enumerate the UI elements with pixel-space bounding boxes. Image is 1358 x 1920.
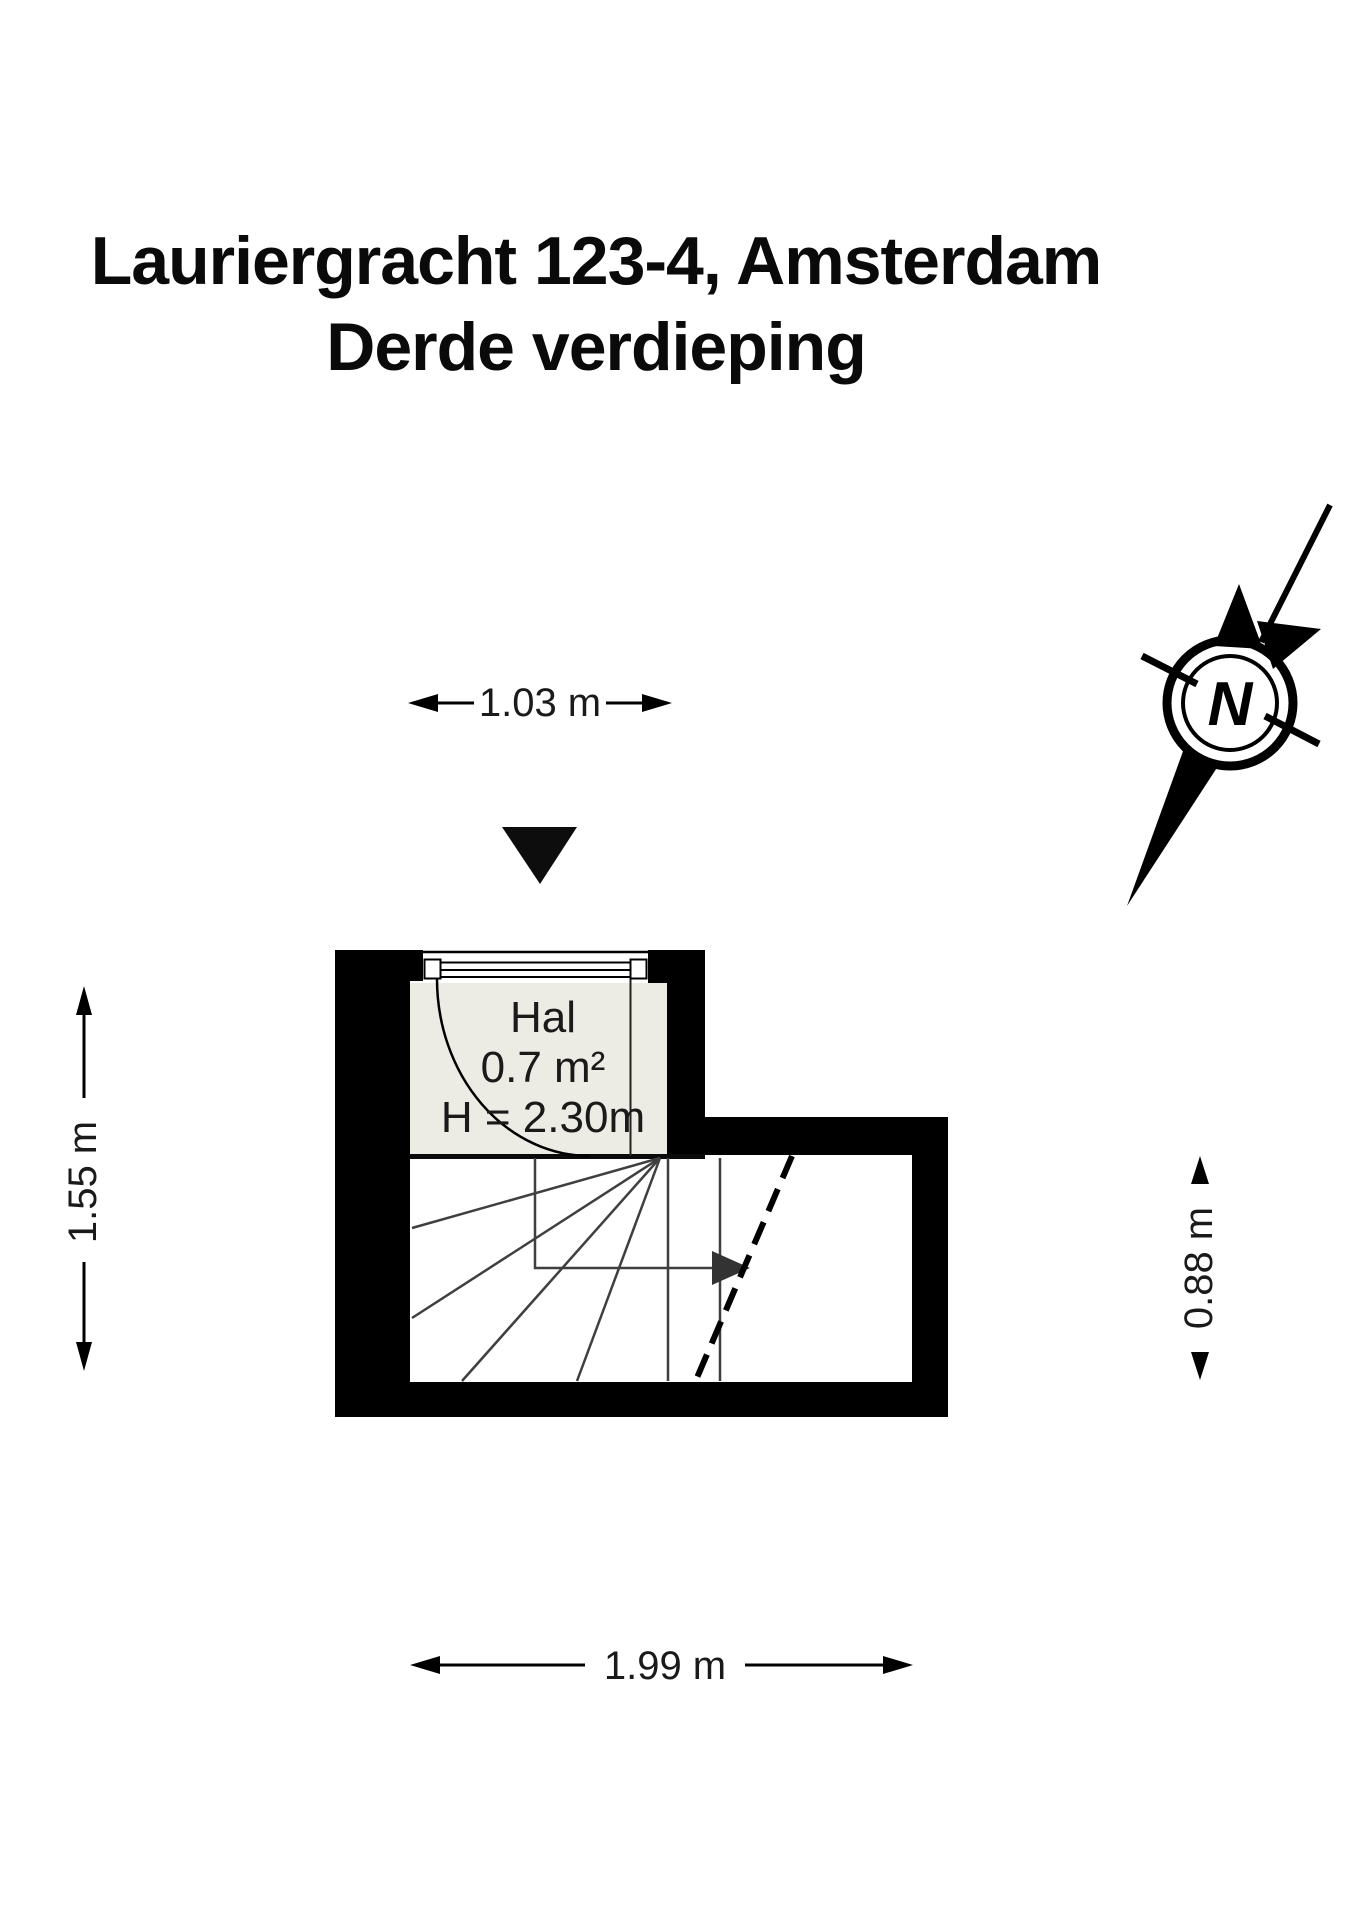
dimension-left-label: 1.55 m bbox=[61, 1120, 105, 1244]
room-area: 0.7 m² bbox=[480, 1043, 606, 1092]
dimension-top bbox=[408, 681, 672, 725]
dim-arrow-up-icon bbox=[76, 986, 92, 1015]
compass-north-wing bbox=[1214, 584, 1263, 649]
title-address: Lauriergracht 123-4, Amsterdam bbox=[90, 223, 1102, 299]
dim-arrow-down-icon bbox=[1191, 1352, 1209, 1380]
dimension-right bbox=[1177, 1156, 1221, 1380]
entrance-arrow-icon bbox=[502, 827, 577, 884]
dimension-left bbox=[61, 986, 105, 1371]
dimension-top-label: 1.03 m bbox=[478, 681, 602, 725]
room-ceiling-height: H = 2.30m bbox=[440, 1093, 646, 1142]
compass-north-icon bbox=[1127, 505, 1330, 906]
dimension-bottom-label: 1.99 m bbox=[603, 1644, 727, 1688]
door-post-right bbox=[631, 960, 647, 979]
dim-arrow-right-icon bbox=[883, 1656, 913, 1674]
stair-treads bbox=[412, 1158, 720, 1381]
compass-south-needle bbox=[1127, 743, 1220, 906]
dim-arrow-left-icon bbox=[410, 1656, 440, 1674]
dimension-right-label: 0.88 m bbox=[1177, 1206, 1221, 1330]
title-floor: Derde verdieping bbox=[326, 309, 866, 385]
dim-arrow-down-icon bbox=[76, 1342, 92, 1371]
dimension-bottom bbox=[410, 1644, 913, 1688]
door-post-left bbox=[425, 960, 441, 979]
dim-arrow-right-icon bbox=[642, 694, 672, 712]
dim-arrow-up-icon bbox=[1191, 1156, 1209, 1184]
dim-arrow-left-icon bbox=[408, 694, 438, 712]
compass-north-label: N bbox=[1207, 670, 1253, 739]
room-name: Hal bbox=[509, 993, 577, 1042]
